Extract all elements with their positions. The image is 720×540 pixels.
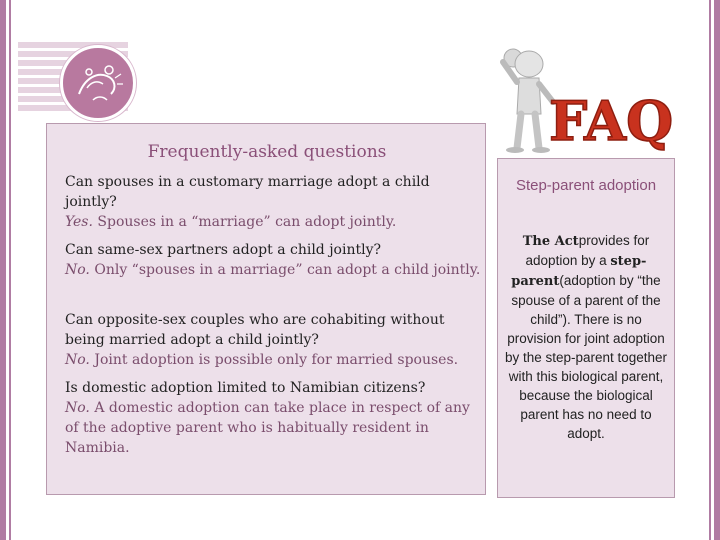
question-1: Can spouses in a customary marriage adopt a child jointly? [65,174,430,210]
answer-3 [65,350,485,370]
side-title: Step-parent adoption [515,177,657,194]
faq-figure-icon [495,44,675,156]
answer-4-lead: No. [65,400,90,416]
qa-item-4 [65,378,485,458]
side-bold-act: The Act [522,234,579,249]
qa-item-1 [65,172,485,232]
step-parent-panel [497,158,675,498]
answer-2-lead: No. [65,262,90,278]
question-4: Is domestic adoption limited to Namibian citizens? [65,380,426,396]
side-text-1: provides for adoption by a [525,233,650,268]
frame-border-right-inner [709,0,711,540]
frame-border-left [0,0,6,540]
faq-text: FAQ [549,89,674,153]
frame-border-right [714,0,720,540]
faq-main-panel [46,123,486,495]
question-3: Can opposite-sex couples who are cohabiting without being married adopt a child jointly? [65,312,445,348]
answer-2 [65,260,485,280]
side-body [504,231,668,443]
answer-4-text: A domestic adoption can take place in respect of any of the adoptive parent who is habitually resident in Namibia. [65,400,470,456]
answer-1-text: Spouses in a “marriage” can adopt jointly. [92,214,397,230]
answer-1-lead: Yes. [65,214,93,230]
side-bold-step-parent: step-parent [511,254,647,289]
qa-item-3 [65,310,485,370]
answer-2-text: Only “spouses in a marriage” can adopt a child jointly. [89,262,481,278]
qa-item-2 [65,240,485,280]
question-2: Can same-sex partners adopt a child jointly? [65,242,381,258]
side-text-2: (adoption by “the spouse of a parent of the child”). There is no provision for joint adoption by the step-parent together with this biological parent, because the biological parent has no need to adopt. [504,273,668,441]
main-title: Frequently-asked questions [147,142,387,162]
logo-icon [60,45,136,121]
answer-3-text: Joint adoption is possible only for married spouses. [89,352,459,368]
answer-4 [65,398,485,458]
answer-1 [65,212,485,232]
answer-3-lead: No. [65,352,90,368]
frame-border-left-inner [9,0,11,540]
